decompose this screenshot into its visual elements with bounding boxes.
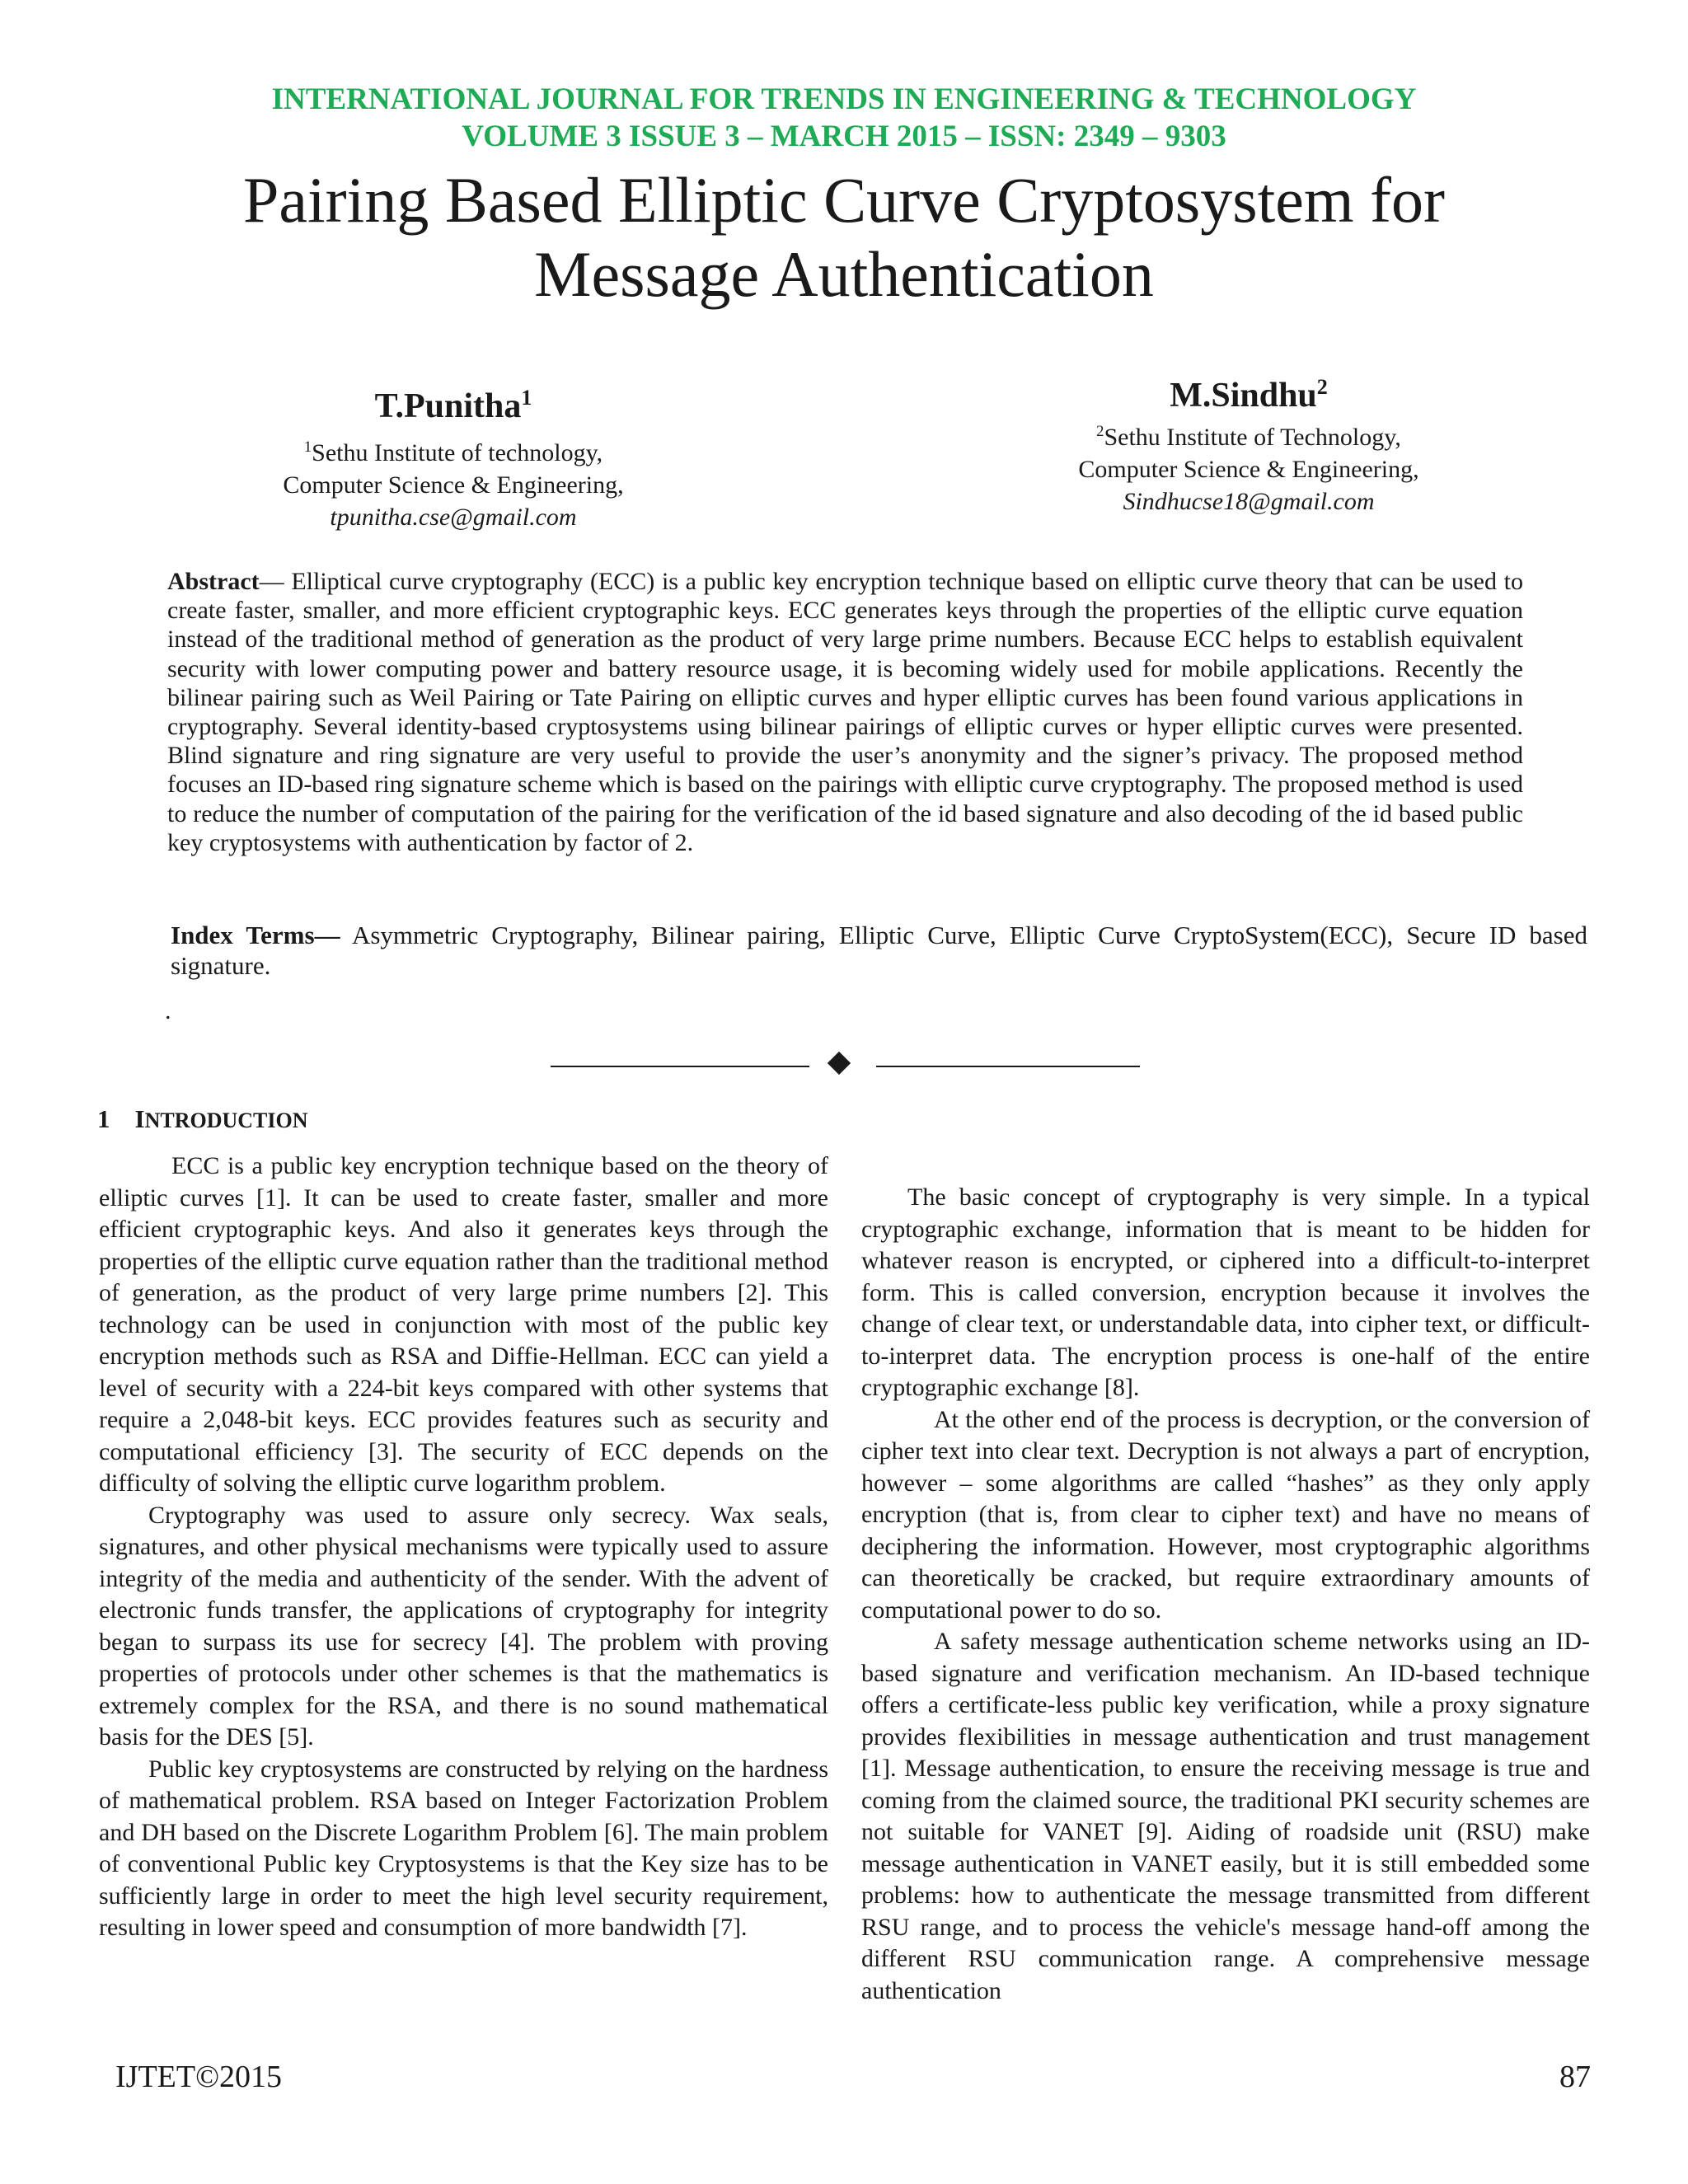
left-column — [99, 1151, 828, 1944]
author-department: Computer Science & Engineering, — [1078, 456, 1419, 483]
abstract-text: Elliptical curve cryptography (ECC) is a public key encryption technique based on elliptic curve theory that can be used to create faster, smaller, and more efficient cryptographic keys. ECC generates keys through the properties of the elliptic curve equation instead of the traditional method of generation as the product of very large prime numbers. Because ECC helps to establish equivalent security with lower computing power and battery resource usage, it is becoming widely used for mobile applications. Recently the bilinear pairing such as Weil Pairing or Tate Pairing on elliptic curves and hyper elliptic curves has been found various applications in cryptography. Several identity-based cryptosystems using bilinear pairings of elliptic curves or hyper elliptic curves were presented. Blind signature and ring signature are very useful to provide the user’s anonymity and the signer’s privacy. The proposed method focuses an ID-based ring signature scheme which is based on the pairings with elliptic curve cryptography. The proposed method is used to reduce the number of computation of the pairing for the verification of the id based signature and also decoding of the id based public key cryptosystems with authentication by factor of 2. — [167, 568, 1523, 856]
paragraph: ECC is a public key encryption technique based on the theory of elliptic curves [1]. It can be used to create faster, smaller and more efficient cryptographic keys. And also it generates keys through the properties of the elliptic curve equation rather than the traditional method of generation, as the product of very large prime numbers [2]. This technology can be used in conjunction with most of the public key encryption methods such as RSA and Diffie-Hellman. ECC can yield a level of security with a 224-bit keys compared with other systems that require a 2,048-bit keys. ECC provides features such as security and computational efficiency [3]. The security of ECC depends on the difficulty of solving the elliptic curve logarithm problem. — [99, 1152, 828, 1497]
right-column — [861, 1182, 1590, 2007]
footer-copyright: IJTET©2015 — [115, 2060, 282, 2094]
divider-left — [551, 1066, 809, 1067]
author-name: M.Sindhu$^2$ — [1170, 375, 1328, 415]
divider-right — [876, 1066, 1140, 1067]
paragraph: At the other end of the process is decryption, or the conversion of cipher text into clear text. Decryption is not always a part of encryption, however – some algorithms are called “hashes” as they only apply encryption (that is, from clear to cipher text) and have no means of deciphering the information. However, most cryptographic algorithms can theoretically be cracked, but require extraordinary amounts of computational power to do so. — [861, 1405, 1590, 1624]
paper-title-line1: Pairing Based Elliptic Curve Cryptosystem for — [243, 164, 1445, 236]
author-email[interactable]: Sindhucse18@gmail.com — [1123, 488, 1375, 515]
author-institute: $^2$Sethu Institute of Technology, — [1096, 423, 1401, 451]
section-heading: 1 INTRODUCTION — [97, 1104, 308, 1133]
paragraph: Public key cryptosystems are constructed by relying on the hardness of mathematical problem. RSA based on Integer Factorization Problem and DH based on the Discrete Logarithm Problem [6]. The main problem of conventional Public key Cryptosystems is that the Key size has to be sufficiently large in order to meet the high level security requirement, resulting in lower speed and consumption of more bandwidth [7]. — [99, 1755, 828, 1941]
index-terms: Index Terms— Asymmetric Cryptography, Bilinear pairing, Elliptic Curve, Elliptic Curve CryptoSystem(ECC), Secure ID based signature. — [171, 921, 1587, 980]
paragraph: The basic concept of cryptography is very simple. In a typical cryptographic exchange, information that is meant to be hidden for whatever reason is encrypted, or ciphered into a difficult-to-interpret form. This is called conversion, encryption because it involves the change of clear text, or understandable data, into cipher text, or difficult-to-interpret data. The encryption process is one-half of the entire cryptographic exchange [8]. — [861, 1183, 1590, 1401]
author-email[interactable]: tpunitha.cse@gmail.com — [330, 504, 577, 531]
paper-title-line2: Message Authentication — [534, 238, 1154, 310]
author-institute: $^1$Sethu Institute of technology, — [303, 438, 603, 466]
author-block-1 — [206, 386, 701, 533]
stray-dot: . — [165, 997, 171, 1024]
journal-volume: VOLUME 3 ISSUE 3 – MARCH 2015 – ISSN: 2349 – 9303 — [462, 120, 1226, 153]
author-name: T.Punitha$^1$ — [374, 386, 532, 425]
index-terms-text: Asymmetric Cryptography, Bilinear pairing, Elliptic Curve, Elliptic Curve CryptoSystem(ECC), Secure ID based signature. — [171, 921, 1587, 980]
page-number: 87 — [1559, 2060, 1591, 2094]
diamond-icon — [828, 1052, 851, 1075]
paragraph: A safety message authentication scheme networks using an ID-based signature and verification mechanism. An ID-based technique offers a certificate-less public key verification, while a proxy signature provides flexibilities in message authentication and trust management [1]. Message authentication, to ensure the receiving message is true and coming from the claimed source, the traditional PKI security schemes are not suitable for VANET [9]. Aiding of roadside unit (RSU) make message authentication in VANET easily, but it is still embedded some problems: how to authenticate the message transmitted from different RSU range, and to process the vehicle's message hand-off among the different RSU communication range. A comprehensive message authentication — [861, 1628, 1590, 2004]
paragraph: Cryptography was used to assure only secrecy. Wax seals, signatures, and other physical mechanisms were typically used to assure integrity of the media and authenticity of the sender. With the advent of electronic funds transfer, the applications of cryptography for integrity began to surpass its use for secrecy [4]. The problem with proving properties of protocols under other schemes is that the mathematics is extremely complex for the RSA, and there is no sound mathematical basis for the DES [5]. — [99, 1501, 828, 1750]
abstract: Abstract— Elliptical curve cryptography (ECC) is a public key encryption technique based on elliptic curve theory that can be used to create faster, smaller, and more efficient cryptographic keys. ECC generates keys through the properties of the elliptic curve equation instead of the traditional method of generation as the product of very large prime numbers. Because ECC helps to establish equivalent security with lower computing power and battery resource usage, it is becoming widely used for mobile applications. Recently the bilinear pairing such as Weil Pairing or Tate Pairing on elliptic curves and hyper elliptic curves has been found various applications in cryptography. Several identity-based cryptosystems using bilinear pairings of elliptic curves or hyper elliptic curves were presented. Blind signature and ring signature are very useful to provide the user’s anonymity and the signer’s privacy. The proposed method focuses an ID-based ring signature scheme which is based on the pairings with elliptic curve cryptography. The proposed method is used to reduce the number of computation of the pairing for the verification of the id based signature and also decoding of the id based public key cryptosystems with authentication by factor of 2. — [167, 568, 1523, 856]
index-terms-label: Index Terms — [171, 921, 315, 949]
author-block-2 — [1001, 375, 1496, 518]
journal-name: INTERNATIONAL JOURNAL FOR TRENDS IN ENGINEERING & TECHNOLOGY — [271, 82, 1417, 116]
author-department: Computer Science & Engineering, — [283, 471, 624, 499]
abstract-label: Abstract — [167, 568, 260, 595]
